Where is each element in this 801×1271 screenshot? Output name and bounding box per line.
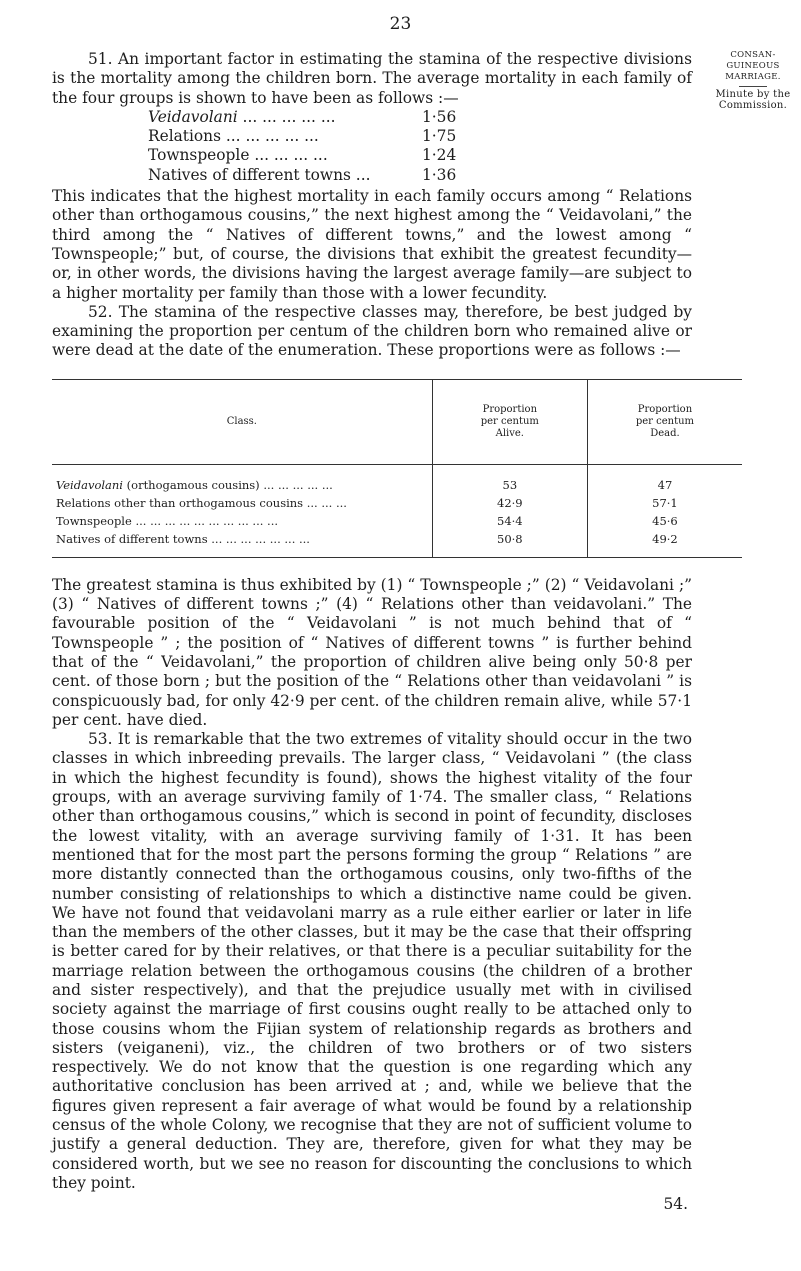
class-cell: Natives of different towns ... ... ... ... ... ... ...: [56, 531, 310, 546]
header-alive: Proportion per centum Alive.: [432, 379, 587, 464]
margin-note-line: MARRIAGE.: [725, 72, 781, 82]
leader-dots: ... ... ... ... ...: [237, 107, 336, 126]
table-row: [52, 530, 742, 558]
mortality-value: 1·56: [422, 107, 457, 126]
alive-cell: 54·4: [432, 512, 587, 530]
mortality-class: Natives of different towns: [148, 165, 351, 184]
mortality-row: [148, 146, 456, 165]
margin-note-minute: Minute by the Commission.: [715, 89, 791, 111]
table-row: [52, 464, 742, 494]
table-row: [52, 512, 742, 530]
mortality-row: [148, 166, 456, 185]
alive-cell: 42·9: [432, 494, 587, 512]
class-cell: Townspeople ... ... ... ... ... ... ... ... ... ...: [56, 513, 279, 528]
dead-cell: 57·1: [587, 494, 742, 512]
class-cell: Veidavolani (orthogamous cousins) ... ... ... ... ...: [56, 477, 333, 492]
mortality-class: Veidavolani: [148, 107, 238, 126]
alive-cell: 53: [432, 464, 587, 494]
paragraph-52: 52. The stamina of the respective classes may, therefore, be best judged by examining the proportion per centum of the children born who remained alive or were dead at the date of the enumeration. These proportions were as follows :—: [52, 302, 692, 360]
table-header-row: [52, 379, 742, 464]
leader-dots: ...: [350, 165, 371, 184]
leader-dots: ... ... ... ... ...: [220, 127, 319, 146]
dead-cell: 47: [587, 464, 742, 494]
paragraph-53: 53. It is remarkable that the two extremes of vitality should occur in the two classes in which inbreeding prevails. The larger class, “ Veidavolani ” (the class in which the highest fecundity is found), shows the highest vitality of the four groups, with an average surviving family of 1·74. The smaller class, “ Relations other than orthogamous cousins,” which is second in point of fecundity, discloses the lowest vitality, with an average surviving family of 1·31. It has been mentioned that for the most part the persons forming the group “ Relations ” are more distantly connected than the orthogamous cousins, only two-fifths of the number consisting of relationships to which a distinctive name could be given. We have not found that veidavolani marry as a rule either earlier or later in life than the members of the other classes, but it may be the case that their offspring is better cared for by their relatives, or that there is a peculiar suitability for the marriage relation between the orthogamous cousins (the children of a brother and sister respectively), and that the prejudice usually met with in civilised society against the marriage of first cousins ought really to be attached only to those cousins whom the Fijian system of relationship regards as brothers and sisters (veiganeni), viz., the children of two brothers or of two sisters respectively. We do not know that the question is one regarding which any authoritative conclusion has been arrived at ; and, while we believe that the figures given represent a fair average of what would be found by a relationship census of the whole Colony, we recognise that they are not of sufficient volume to justify a general deduction. They are, therefore, given for what they may be considered worth, but we see no reason for discounting the conclusions to which they point.: [52, 730, 692, 1192]
page-body: [52, 50, 695, 1214]
margin-note-line: CONSAN-: [730, 50, 776, 60]
header-dead: Proportion per centum Dead.: [587, 379, 742, 464]
mortality-class: Relations: [148, 127, 221, 146]
margin-note-rule: [739, 86, 767, 87]
catchword: 54.: [663, 1195, 688, 1214]
mortality-table: [148, 108, 456, 185]
dead-cell: 45·6: [587, 512, 742, 530]
dead-cell: 49·2: [587, 530, 742, 558]
mortality-class: Townspeople: [148, 146, 250, 165]
paragraph-51: 51. An important factor in estimating the stamina of the respective divisions is the mortality among the children born. The average mortality in each family of the four groups is shown to have been as follows :—: [52, 50, 692, 107]
proportions-table: [52, 379, 742, 558]
mortality-value: 1·75: [422, 127, 457, 146]
paragraph-52-continued: The greatest stamina is thus exhibited by (1) “ Townspeople ;” (2) “ Veidavolani ;” (3) “ Natives of different towns ;” (4) “ Relations other than veidavolani.” The favourable position of the “ Veidavolani ” is not much behind that of “ Townspeople ” ; the position of “ Natives of different towns ” is further behind that of the “ Veidavolani,” the proportion of children alive being only 50·8 per cent. of those born ; but the position of the “ Relations other than veidavolani ” is conspicuously bad, for only 42·9 per cent. of the children remain alive, while 57·1 per cent. have died.: [52, 575, 692, 729]
page-number: 23: [389, 14, 412, 34]
class-cell: Relations other than orthogamous cousins ... ... ...: [56, 495, 347, 510]
margin-note-line: GUINEOUS: [726, 61, 780, 71]
mortality-row: [148, 127, 456, 146]
paragraph-51-continued: This indicates that the highest mortality in each family occurs among “ Relations other than orthogamous cousins,” the next highest among the “ Veidavolani,” the third among the “ Natives of different towns,” and the lowest among “ Townspeople;” but, of course, the divisions that exhibit the greatest fecundity—or, in other words, the divisions having the largest average family—are subject to a higher mortality per family than those with a lower fecundity.: [52, 187, 692, 302]
header-class: Class.: [52, 379, 432, 464]
leader-dots: ... ... ... ...: [249, 146, 328, 165]
mortality-value: 1·24: [422, 146, 457, 165]
alive-cell: 50·8: [432, 530, 587, 558]
mortality-value: 1·36: [422, 165, 457, 184]
mortality-row: [148, 108, 456, 127]
margin-note: [712, 50, 794, 111]
table-row: [52, 494, 742, 512]
